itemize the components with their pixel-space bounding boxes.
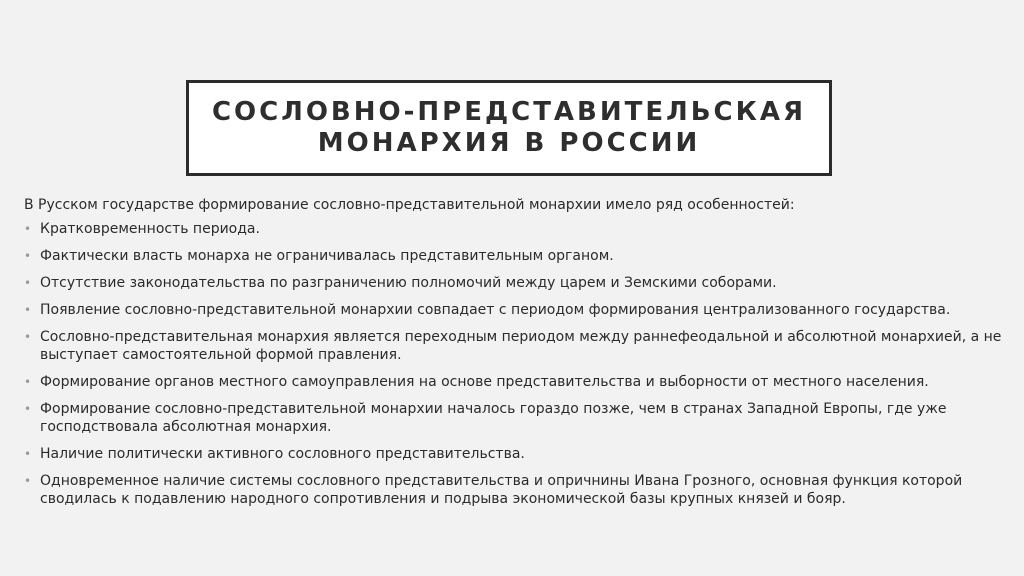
list-item [24,301,1004,319]
list-item [24,328,1004,364]
bullet-icon: • [24,375,32,389]
bullet-icon: • [24,402,32,416]
bullet-icon: • [24,303,32,317]
list-item [24,274,1004,292]
list-item [24,472,1004,508]
slide-title-box [186,80,832,176]
list-item [24,400,1004,436]
list-item-text: Отсутствие законодательства по разграничению полномочий между царем и Земскими соборами. [40,275,777,291]
list-item-text: Появление сословно-представительной монархии совпадает с периодом формирования централизованного государства. [40,302,951,318]
list-item [24,220,1004,238]
list-item [24,247,1004,265]
slide-content [24,196,1004,517]
list-item-text: Формирование органов местного самоуправления на основе представительства и выборности от местного населения. [40,374,929,390]
list-item-text: Сословно-представительная монархия является переходным периодом между раннефеодальной и абсолютной монархией, а не выступает самостоятельной формой правления. [40,329,1002,363]
list-item-text: Кратковременность периода. [40,221,260,237]
list-item-text: Фактически власть монарха не ограничивалась представительным органом. [40,248,614,264]
bullet-list [24,220,1004,508]
bullet-icon: • [24,474,32,488]
list-item-text: Наличие политически активного сословного представительства. [40,446,525,462]
bullet-icon: • [24,330,32,344]
bullet-icon: • [24,249,32,263]
intro-text: В Русском государстве формирование сословно-представительной монархии имело ряд особенностей: [24,197,795,213]
list-item [24,373,1004,391]
list-item-text: Формирование сословно-представительной монархии началось гораздо позже, чем в странах Западной Европы, где уже господствовала абсолютная монархия. [40,401,947,435]
list-item [24,445,1004,463]
slide-title-line-1: СОСЛОВНО-ПРЕДСТАВИТЕЛЬСКАЯ [211,97,807,127]
list-item-text: Одновременное наличие системы сословного представительства и опричнины Ивана Грозного, основная функция которой сводилась к подавлению народного сопротивления и подрыва экономической базы крупных князей и бояр. [40,473,963,507]
bullet-icon: • [24,222,32,236]
slide-title-line-2: МОНАРХИЯ В РОССИИ [317,128,701,158]
bullet-icon: • [24,276,32,290]
bullet-icon: • [24,447,32,461]
